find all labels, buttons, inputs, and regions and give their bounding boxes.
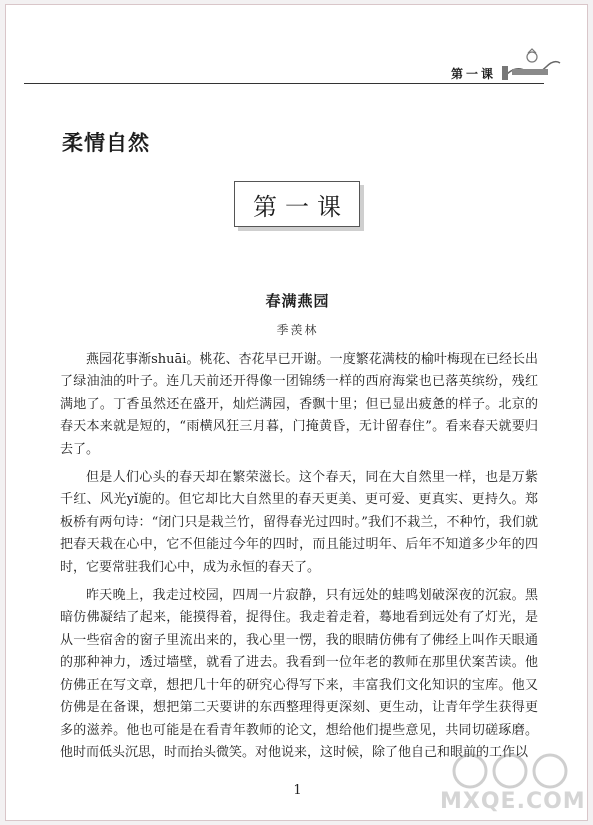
paragraph: 昨天晚上，我走过校园，四周一片寂静，只有远处的蛙鸣划破深夜的沉寂。黑暗仿佛凝结了起来，能摸得着，捉得住。我走着走着，蓦地看到远处有了灯光，是从一些宿舍的窗子里流出来的，我心里一愣，我的眼睛仿佛有了佛经上叫作天眼通的那种神力，透过墙壁，就看了进去。我看到一位年老的教师在那里伏案苦读。他仿佛正在写文章，想把几十年的研究心得写下来，丰富我们文化知识的宝库。他又仿佛是在备课，想把第二天要讲的东西整理得更深刻、更生动，让青年学生获得更多的滋养。他也可能是在看青年教师的论文，想给他们提些意见，共同切磋琢磨。他时而低头沉思，时而抬头微笑。对他说来，这时候，除了他自己和眼前的工作以	[60, 588, 538, 760]
page-number: 1	[293, 783, 302, 798]
article-title: 春满燕园	[265, 292, 330, 310]
unit-title: 柔情自然	[62, 131, 150, 155]
article-author: 季羡林	[276, 323, 319, 337]
book-page	[5, 4, 588, 821]
paragraph: 燕园花事渐shuāi。桃花、杏花早已开谢。一度繁花满枝的榆叶梅现在已经长出了绿油油的叶子。连几天前还开得像一团锦绣一样的西府海棠也已落英缤纷，残红满地了。丁香虽然还在盛开，灿烂满园，香飘十里；但已显出疲惫的样子。北京的春天本来就是短的，“雨横风狂三月暮，门掩黄昏，无计留春住”。看来春天就要归去了。	[60, 352, 538, 457]
lesson-title: 第一课	[253, 192, 349, 221]
running-header	[24, 65, 544, 84]
header-lesson-label: 第一课	[450, 67, 496, 81]
lesson-title-box	[234, 181, 360, 227]
watermark	[440, 751, 586, 819]
header-bar	[502, 66, 508, 80]
paragraph: 但是人们心头的春天却在繁荣滋长。这个春天，同在大自然里一样，也是万紫千红、风光yǐ旎的。但它却比大自然里的春天更美、更可爱、更真实、更持久。郑板桥有两句诗：“闭门只是栽兰竹，留得春光过四时。”我们不栽兰，不种竹，我们就把春天栽在心中，它不但能过今年的四时，而且能过明年、后年不知道多少年的四时，它要常驻我们心中，成为永恒的春天了。	[60, 470, 538, 575]
watermark-logo-icon	[440, 751, 580, 791]
article-body	[60, 349, 538, 770]
watermark-text: MXQE.COM	[440, 789, 586, 814]
